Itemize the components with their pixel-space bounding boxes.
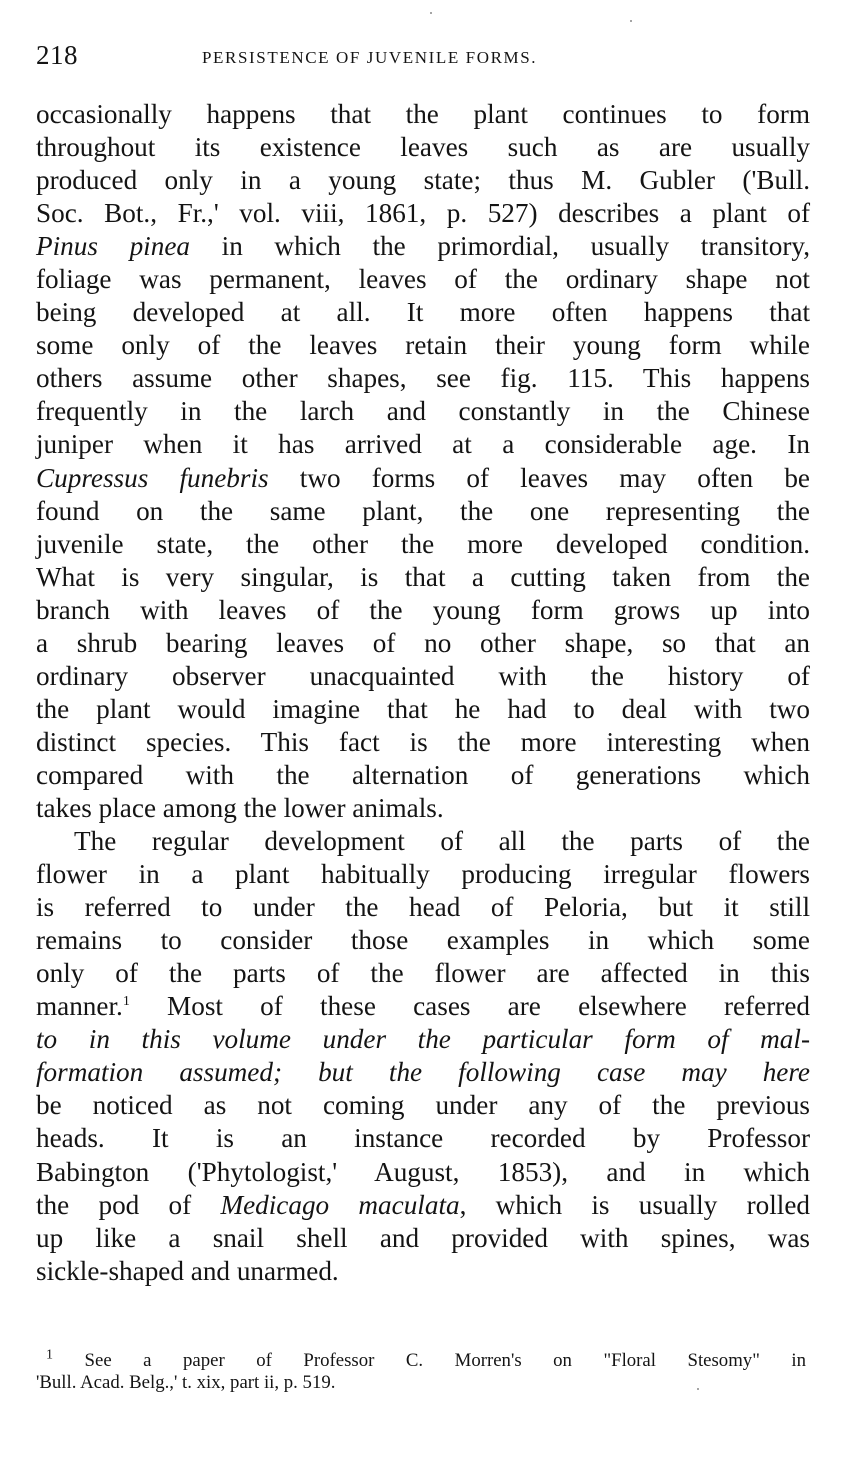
text-fragment: in which the primordial, usually transitory, (221, 231, 810, 262)
page-header (36, 36, 810, 76)
page-number: 218 (36, 40, 78, 70)
text-line: some only of the leaves retain their young form while (36, 330, 810, 361)
text-line: takes place among the lower animals. (36, 792, 444, 823)
text-line: being developed at all. It more often happens that (36, 297, 810, 328)
text-line: flower in a plant habitually producing irregular flowers (36, 859, 810, 890)
species-name-pinus: Pinus pinea (36, 231, 190, 262)
book-page (36, 36, 810, 1393)
text-fragment: , which is usually rolled (459, 1189, 810, 1220)
running-head: PERSISTENCE OF JUVENILE FORMS. (202, 48, 538, 67)
footnote-line (36, 1347, 806, 1372)
text-line: juvenile state, the other the more developed condition. (36, 528, 810, 559)
text-line: Soc. Bot., Fr.,' vol. viii, 1861, p. 527) describes a plant of (36, 198, 810, 229)
footnote-reference: 1 (122, 994, 130, 1010)
footnote-line: 'Bull. Acad. Belg.,' t. xix, part ii, p. 519. (36, 1372, 336, 1393)
text-line (36, 990, 810, 1023)
text-line: sickle-shaped and unarmed. (36, 1255, 339, 1286)
text-line: up like a snail shell and provided with spines, was (36, 1222, 810, 1253)
text-line: The regular development of all the parts of the (74, 826, 810, 857)
text-line: occasionally happens that the plant continues to form (36, 99, 810, 129)
text-line: ordinary observer unacquainted with the history of (36, 660, 810, 691)
text-line: a shrub bearing leaves of no other shape, so that an (36, 627, 810, 658)
page-speck (430, 12, 432, 14)
page-speck (630, 20, 632, 22)
text-line: only of the parts of the flower are affected in this (36, 958, 810, 989)
text-line: found on the same plant, the one representing the (36, 495, 810, 526)
text-fragment: two forms of leaves may often be (299, 462, 810, 493)
text-line (36, 230, 810, 263)
text-line: frequently in the larch and constantly in the Chinese (36, 396, 810, 427)
text-line: juniper when it has arrived at a considerable age. In (36, 429, 810, 460)
text-line: compared with the alternation of generations which (36, 759, 810, 790)
text-fragment: manner. (36, 991, 123, 1022)
text-line: heads. It is an instance recorded by Professor (36, 1123, 810, 1154)
text-line: branch with leaves of the young form grows up into (36, 594, 810, 625)
text-line: foliage was permanent, leaves of the ordinary shape not (36, 264, 810, 295)
text-line: be noticed as not coming under any of the previous (36, 1090, 810, 1121)
text-line: to in this volume under the particular form of mal- (36, 1024, 810, 1055)
text-fragment: Most of these cases are elsewhere referred (167, 991, 810, 1022)
species-name-cupressus: Cupressus funebris (36, 462, 269, 493)
body-text (36, 98, 810, 1288)
footnote (36, 1347, 806, 1394)
text-line: remains to consider those examples in which some (36, 925, 810, 956)
text-fragment: the pod of (36, 1189, 192, 1220)
text-line: What is very singular, is that a cutting taken from the (36, 561, 810, 592)
text-line: Babington ('Phytologist,' August, 1853), and in which (36, 1156, 810, 1187)
text-line: others assume other shapes, see fig. 115. This happens (36, 363, 810, 394)
species-name-medicago: Medicago maculata (220, 1189, 460, 1220)
footnote-marker: 1 (46, 1347, 53, 1363)
text-line: throughout its existence leaves such as are usually (36, 132, 810, 163)
text-line: distinct species. This fact is the more interesting when (36, 726, 810, 757)
text-line (36, 1189, 810, 1222)
text-line: formation assumed; but the following case may here (36, 1057, 810, 1088)
text-line: is referred to under the head of Peloria, but it still (36, 892, 810, 923)
text-line (36, 462, 810, 495)
text-line: produced only in a young state; thus M. Gubler ('Bull. (36, 165, 810, 196)
text-line: the plant would imagine that he had to deal with two (36, 693, 810, 724)
footnote-text: See a paper of Professor C. Morren's on "Floral Stesomy" in (84, 1350, 806, 1371)
